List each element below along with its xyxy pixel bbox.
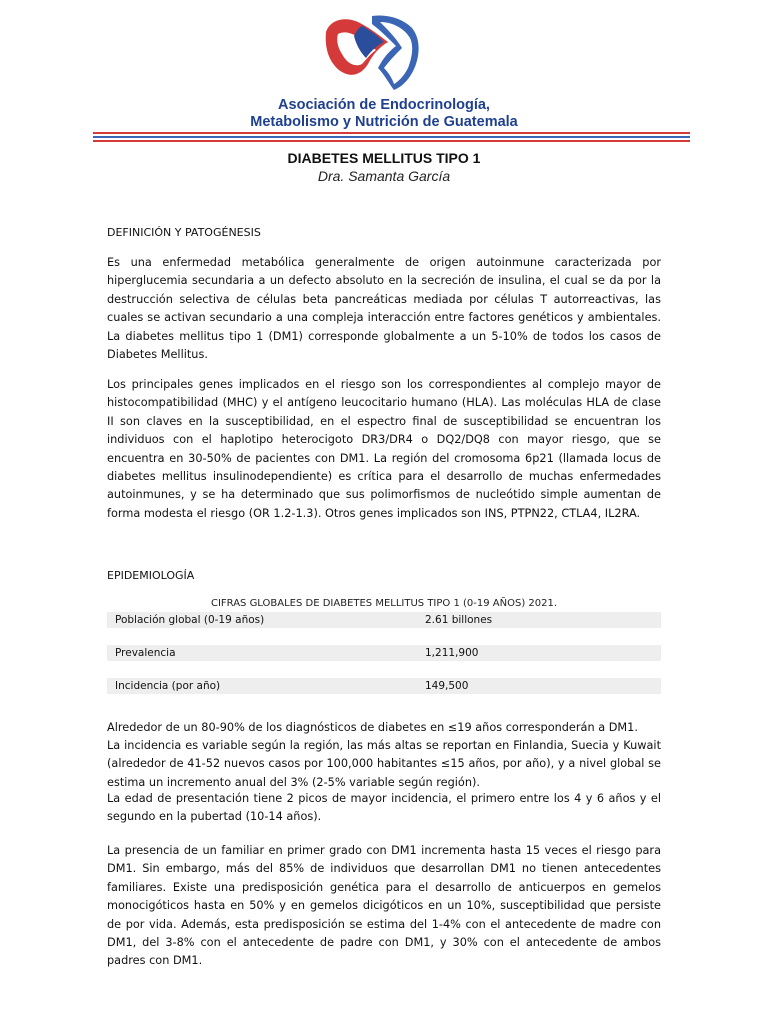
paragraph-definicion: Es una enfermedad metabólica generalmente de origen autoinmune caracterizada por hiperglucemia secundaria a un defecto absoluto en la secreción de insulina, el cual se da por la destrucción selectiva de células beta pancreáticas mediada por células T autorreactivas, las cuales se activan secundario a una compleja interacción entre factores genéticos y ambientales. La diabetes mellitus tipo 1 (DM1) corresponde globalmente a un 5-10% de todos los casos de Diabetes Mellitus. [107,256,661,362]
paragraph-edad: La edad de presentación tiene 2 picos de mayor incidencia, el primero entre los 4 y 6 años y el segundo en la pubertad (10-14 años). [107,792,661,824]
table-caption: CIFRAS GLOBALES DE DIABETES MELLITUS TIPO 1 (0-19 AÑOS) 2021. [210,598,558,609]
epidemiology-table [107,612,661,694]
header-divider-blue [93,136,690,138]
table-spacer-row [107,628,661,645]
table-cell-value: 2.61 billones [425,614,493,626]
table-cell-value: 1,211,900 [425,647,479,659]
paragraph-familiar: La presencia de un familiar en primer grado con DM1 incrementa hasta 15 veces el riesgo para DM1. Sin embargo, más del 85% de individuos que desarrollan DM1 no tienen antecedentes familiares. Existe una predisposición genética para el desarrollo de anticuerpos en gemelos monocigóticos hasta en 50% y en gemelos dicigóticos en un 10%, susceptibilidad que persiste de por vida. Además, esta predisposición se estima del 1-4% con el antecedente de madre con DM1, del 3-8% con el antecedente de padre con DM1, y 30% con el antecedente de ambos padres con DM1. [107,844,661,968]
table-cell-label: Incidencia (por año) [115,680,221,692]
table-row [107,645,661,661]
guatemala-map-logo-icon [318,12,422,92]
table-cell-label: Población global (0-19 años) [115,614,265,626]
section-heading-definicion: DEFINICIÓN Y PATOGÉNESIS [107,226,261,239]
table-cell-label: Prevalencia [115,647,176,659]
table-row [107,612,661,628]
org-name-line1: Asociación de Endocrinología, [278,97,490,113]
table-spacer-row [107,661,661,678]
header-divider-red [93,132,690,134]
header-divider-red-2 [93,140,690,142]
paragraph-genes: Los principales genes implicados en el riesgo son los correspondientes al complejo mayor de histocompatibilidad (MHC) y el antígeno leucocitario humano (HLA). Las moléculas HLA de clase II son claves en la susceptibilidad, en el espectro final de susceptibilidad se encuentran los individuos con el haplotipo heterocigoto DR3/DR4 o DQ2/DQ8 con mayor riesgo, que se encuentra en 30-50% de pacientes con DM1. La región del cromosoma 6p21 (llamada locus de diabetes mellitus insulinodependiente) es crítica para el desarrollo de muchas enfermedades autoinmunes, y se ha determinado que sus polimorfismos de nucleótido simple aumentan de forma modesta el riesgo (OR 1.2-1.3). Otros genes implicados son INS, PTPN22, CTLA4, IL2RA. [107,378,661,520]
section-heading-epidemiologia: EPIDEMIOLOGÍA [107,569,195,582]
document-author: Dra. Samanta García [317,168,451,184]
table-cell-value: 149,500 [425,680,469,692]
table-row [107,678,661,694]
document-title: DIABETES MELLITUS TIPO 1 [287,150,481,166]
org-name-line2: Metabolismo y Nutrición de Guatemala [250,114,518,130]
paragraph-diagnosticos: Alrededor de un 80-90% de los diagnósticos de diabetes en ≤19 años corresponderán a DM1. [107,721,638,734]
paragraph-incidencia: La incidencia es variable según la región, las más altas se reportan en Finlandia, Suecia y Kuwait (alrededor de 41-52 nuevos casos por 100,000 habitantes ≤15 años, por año), y a nivel global se estima un incremento anual del 3% (2-5% variable según región). [107,739,661,789]
